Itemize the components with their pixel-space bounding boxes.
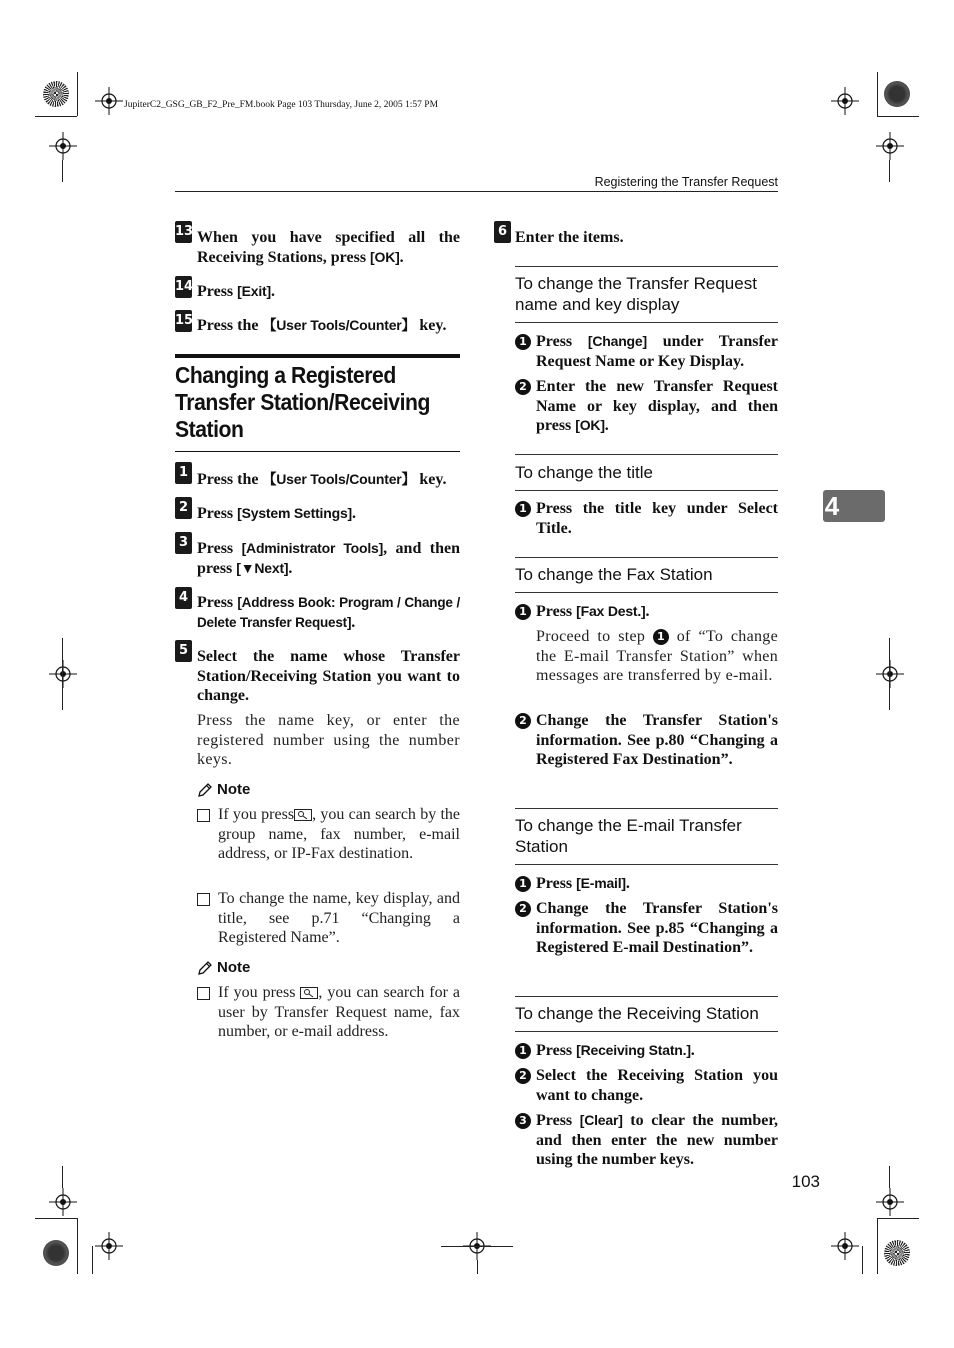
section-rule-top xyxy=(175,354,460,358)
substep-text-part: under Transfer Request Name or Key Display. xyxy=(536,333,779,370)
header-rule xyxy=(175,191,778,192)
step-text-part: , and then press xyxy=(197,540,460,577)
subsection-title: To change the E-mail Transfer Station xyxy=(515,816,742,856)
substep-text-part: Press xyxy=(536,875,577,892)
color-disc-icon xyxy=(43,81,69,107)
step-text xyxy=(197,504,460,524)
substep-number: 2 xyxy=(515,379,531,395)
step-text-part: key. xyxy=(415,471,447,488)
substep-number: 2 xyxy=(515,901,531,917)
receiving-statn-key: [Receiving Statn.] xyxy=(576,1042,691,1058)
color-disc-icon xyxy=(884,81,910,107)
color-disc-icon xyxy=(884,1240,910,1266)
step-body: Press the name key, or enter the registered number using the number keys. xyxy=(197,712,460,768)
step-text: Select the name whose Transfer Station/Receiving Station you want to change. xyxy=(197,648,460,704)
substep-text: Change the Transfer Station's information. See p.80 “Changing a Registered Fax Destination”. xyxy=(536,712,778,768)
step-ref-number: 1 xyxy=(653,629,669,645)
step-text-part: . xyxy=(352,505,356,522)
subsection-rule xyxy=(515,557,778,558)
step-text-part: Press xyxy=(197,594,238,611)
crosshair-icon xyxy=(876,1188,904,1216)
crosshair-icon xyxy=(876,132,904,160)
search-key-icon xyxy=(294,809,312,821)
note-text-part: , you can search for a user by Transfer Request name, fax number, or e-mail address. xyxy=(218,984,460,1040)
step-text-part: . xyxy=(270,283,275,300)
subsection-rule xyxy=(515,808,778,809)
substep-text xyxy=(536,332,778,371)
step-text-part: . xyxy=(399,248,404,266)
step-text-part: Press xyxy=(197,283,238,300)
next-key: [▼Next] xyxy=(236,559,289,576)
exit-key: [Exit] xyxy=(237,283,271,299)
change-key: [Change] xyxy=(587,333,647,349)
subsection-rule xyxy=(515,1031,778,1032)
substep-number: 1 xyxy=(515,604,531,620)
note-heading xyxy=(197,959,250,976)
substep-number: 1 xyxy=(515,501,531,517)
page-number: 103 xyxy=(791,1172,820,1191)
substep-number: 2 xyxy=(515,713,531,729)
substep-text-part: Press xyxy=(536,603,577,620)
subsection-title: To change the Receiving Station xyxy=(515,1004,759,1023)
step-number: 5 xyxy=(175,640,192,662)
substep-text xyxy=(536,1041,778,1061)
section-title: Changing a Registered Transfer Station/Receiving Station xyxy=(175,362,430,442)
ok-key: [OK] xyxy=(370,248,400,265)
subsection-rule xyxy=(515,454,778,455)
search-key-icon xyxy=(300,987,318,999)
substep-number: 1 xyxy=(515,1043,531,1059)
step-number: 13 xyxy=(175,221,192,243)
substep-text-part: to clear the number, and then enter the new number using the number keys. xyxy=(536,1112,779,1168)
substep-text xyxy=(536,1111,778,1170)
user-tools-key: 【User Tools/Counter】 xyxy=(262,471,416,487)
step-text xyxy=(197,316,460,336)
subsection-rule xyxy=(515,266,778,267)
email-key: [E-mail] xyxy=(576,875,626,891)
pencil-icon xyxy=(197,960,213,976)
substep-text: Press the title key under Select Title. xyxy=(536,500,778,537)
substep-text-part: Press xyxy=(536,1042,577,1059)
address-book-key: [Address Book: Program / Change / Delete Transfer Request] xyxy=(197,595,461,630)
crosshair-icon xyxy=(831,87,859,115)
step-number: 3 xyxy=(175,532,192,554)
clear-key: [Clear] xyxy=(579,1112,623,1128)
step-text-part: Press xyxy=(197,540,242,557)
note-label: Note xyxy=(217,781,251,798)
running-head: Registering the Transfer Request xyxy=(594,175,778,189)
subsection-rule xyxy=(515,322,778,323)
checkbox-bullet-icon xyxy=(197,987,210,1000)
note-label: Note xyxy=(217,959,251,976)
step-text-part: When you have specified all the Receiving Stations, press xyxy=(197,229,460,266)
step-text-part: Press xyxy=(197,505,238,522)
step-text-part: . xyxy=(351,613,356,631)
subsection-title: To change the title xyxy=(515,463,653,482)
step-number: 4 xyxy=(175,587,192,609)
note-item xyxy=(218,805,460,864)
body-text-part: Proceed to step xyxy=(536,628,653,645)
step-number: 14 xyxy=(175,276,192,298)
substep-text xyxy=(536,377,778,436)
substep-text: Select the Receiving Station you want to change. xyxy=(536,1067,778,1104)
substep-body xyxy=(536,627,778,686)
step-text xyxy=(197,470,460,490)
step-number: 2 xyxy=(175,497,192,519)
step-text xyxy=(197,282,460,302)
color-disc-icon xyxy=(43,1240,69,1266)
step-text xyxy=(197,539,460,578)
step-text-part: . xyxy=(288,559,293,577)
subsection-rule xyxy=(515,996,778,997)
user-tools-key: 【User Tools/Counter】 xyxy=(262,317,416,333)
substep-number: 1 xyxy=(515,334,531,350)
crosshair-icon xyxy=(95,87,123,115)
pencil-icon xyxy=(197,782,213,798)
substep-text xyxy=(536,874,778,894)
note-text-part: If you press xyxy=(218,806,295,823)
step-text: Enter the items. xyxy=(515,229,624,246)
section-rule-bottom xyxy=(175,451,460,452)
fax-dest-key: [Fax Dest.] xyxy=(576,603,646,619)
subsection-rule xyxy=(515,592,778,593)
step-text-part: Press the xyxy=(197,317,263,334)
substep-text-part: Press xyxy=(536,333,588,350)
substep-text xyxy=(536,602,778,622)
subsection-rule xyxy=(515,864,778,865)
crosshair-icon xyxy=(49,1188,77,1216)
subsection-title: To change the Transfer Request name and key display xyxy=(515,274,757,314)
administrator-tools-key: [Administrator Tools] xyxy=(241,540,384,556)
body-text-part: of “To change the E-mail Transfer Station” when messages are transferred by e-mail. xyxy=(536,628,778,684)
ok-key: [OK] xyxy=(575,417,605,433)
step-text xyxy=(197,593,460,632)
step-text-part: Press the xyxy=(197,471,263,488)
crosshair-icon xyxy=(49,132,77,160)
system-settings-key: [System Settings] xyxy=(237,505,352,521)
crosshair-icon xyxy=(831,1232,859,1260)
step-number: 6 xyxy=(494,221,511,243)
crosshair-icon xyxy=(876,660,904,688)
chapter-number: 4 xyxy=(824,491,840,521)
note-item xyxy=(218,983,460,1042)
subsection-title: To change the Fax Station xyxy=(515,565,713,584)
step-number: 15 xyxy=(175,310,192,332)
note-text-part: , you can search by the group name, fax number, e-mail address, or IP-Fax destination. xyxy=(218,806,461,862)
note-heading xyxy=(197,781,250,798)
substep-text-part: . xyxy=(690,1042,695,1059)
substep-number: 2 xyxy=(515,1068,531,1084)
checkbox-bullet-icon xyxy=(197,893,210,906)
substep-text-part: Enter the new Transfer Request Name or key display, and then press xyxy=(536,378,778,434)
crosshair-icon xyxy=(95,1232,123,1260)
step-number: 1 xyxy=(175,462,192,484)
substep-number: 1 xyxy=(515,876,531,892)
substep-text-part: . xyxy=(604,417,609,434)
substep-number: 3 xyxy=(515,1113,531,1129)
checkbox-bullet-icon xyxy=(197,809,210,822)
crosshair-icon xyxy=(49,660,77,688)
note-item: To change the name, key display, and title, see p.71 “Changing a Registered Name”. xyxy=(218,890,460,946)
file-header: JupiterC2_GSG_GB_F2_Pre_FM.book Page 103 Thursday, June 2, 2005 1:57 PM xyxy=(124,100,439,110)
substep-text-part: . xyxy=(645,603,650,620)
substep-text-part: Press xyxy=(536,1112,580,1129)
subsection-rule xyxy=(515,490,778,491)
substep-text-part: . xyxy=(625,875,630,892)
step-text-part: key. xyxy=(415,317,447,334)
note-text-part: If you press xyxy=(218,984,301,1001)
step-text xyxy=(197,228,460,267)
substep-text: Change the Transfer Station's information. See p.85 “Changing a Registered E-mail Destination”. xyxy=(536,900,778,956)
